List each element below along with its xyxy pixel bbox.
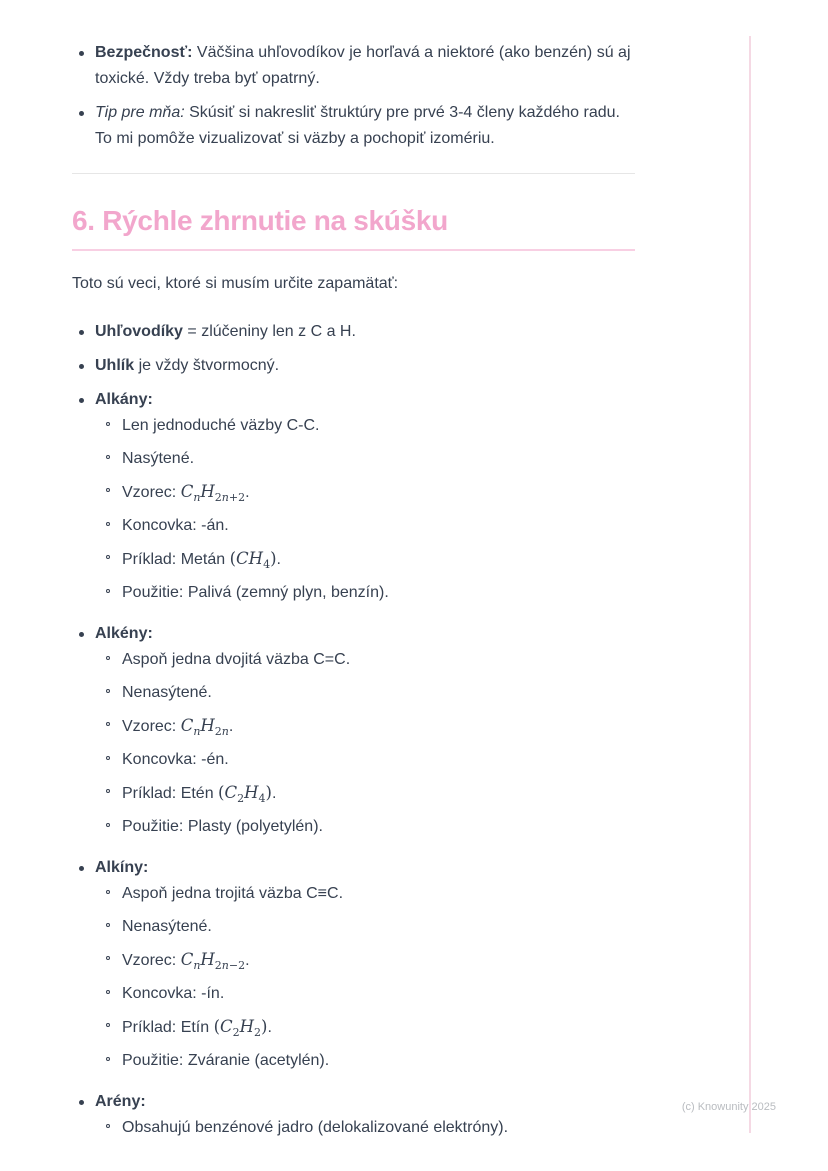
text-segment: Príklad: Etín [122, 1019, 214, 1036]
list-item-text [122, 680, 635, 706]
bullet-circle-icon [105, 546, 122, 573]
text-segment: ) [261, 1017, 268, 1036]
text-segment: Skúsiť si nakresliť štruktúry pre prvé 3-4 členy každého radu. To mi pomôže vizualizovať si väzby a pochopiť izomériu. [95, 104, 620, 147]
bullet-circle-icon [105, 1014, 122, 1041]
sub-list [105, 1115, 635, 1141]
text-segment: C [236, 549, 249, 568]
list-item-text [95, 1089, 635, 1148]
list-item [72, 621, 635, 847]
text-segment: Použitie: Plasty (polyetylén). [122, 818, 323, 835]
text-segment: . [228, 718, 234, 735]
footer-credit: (c) Knowunity 2025 [681, 1101, 776, 1113]
intro-list [72, 0, 635, 152]
bullet-circle-icon [105, 1048, 122, 1074]
list-item-text [122, 546, 635, 573]
bullet-disc-icon [72, 855, 95, 1081]
sub-list [105, 881, 635, 1074]
list-item [72, 100, 635, 152]
text-segment: . [271, 785, 277, 802]
bullet-circle-icon [105, 947, 122, 974]
section-intro: Toto sú veci, ktoré si musím určite zapamätať: [72, 275, 399, 292]
sub-list-item [105, 680, 635, 706]
bullet-circle-icon [105, 814, 122, 840]
text-segment: Uhľovodíky [95, 323, 183, 340]
text-segment: H [200, 716, 215, 735]
list-item-text [122, 446, 635, 472]
sub-list-item [105, 513, 635, 539]
list-item-text [122, 513, 635, 539]
text-segment: Vzorec: [122, 484, 181, 501]
text-segment: C [180, 716, 194, 735]
sub-list-item [105, 914, 635, 940]
text-segment: Príklad: Metán [122, 551, 230, 568]
text-segment: −2 [228, 959, 246, 973]
list-item [72, 353, 635, 379]
bullet-disc-icon [72, 387, 95, 613]
list-item-text [122, 814, 635, 840]
bullet-circle-icon [105, 580, 122, 606]
list-item-text [122, 713, 635, 740]
sub-list-item [105, 479, 635, 506]
bullet-circle-icon [105, 914, 122, 940]
list-item-text [95, 40, 635, 92]
text-segment: = zlúčeniny len z C a H. [182, 323, 356, 340]
list-item-text [122, 580, 635, 606]
text-segment: Aspoň jedna trojitá väzba C≡C. [122, 885, 344, 902]
text-segment: C [220, 1017, 233, 1036]
sub-list-item [105, 981, 635, 1007]
list-item-text [122, 1014, 635, 1041]
text-segment: Väčšina uhľovodíkov je horľavá a niektoré (ako benzén) sú aj toxické. Vždy treba byť opatrný. [95, 44, 631, 87]
section-heading: 6. Rýchle zhrnutie na skúšku [72, 204, 635, 251]
page-edge-line [749, 36, 751, 1133]
text-segment: Alkíny: [95, 859, 149, 876]
text-segment: +2 [228, 491, 246, 505]
list-item-text [122, 479, 635, 506]
text-segment: n [221, 725, 229, 739]
text-segment: H [200, 482, 215, 501]
sub-list-item [105, 713, 635, 740]
text-segment: Tip pre mňa: [95, 104, 185, 121]
text-segment: ) [265, 783, 272, 802]
text-segment: Použitie: Palivá (zemný plyn, benzín). [122, 584, 389, 601]
sub-list-item [105, 580, 635, 606]
sub-list [105, 413, 635, 606]
sub-list-item [105, 747, 635, 773]
text-segment: Nenasýtené. [122, 918, 212, 935]
list-item-text [122, 947, 635, 974]
bullet-circle-icon [105, 881, 122, 907]
list-item [72, 319, 635, 345]
text-segment: Vzorec: [122, 718, 181, 735]
bullet-circle-icon [105, 1115, 122, 1141]
text-segment: n [221, 491, 229, 505]
text-segment: Nenasýtené. [122, 684, 212, 701]
list-item [72, 387, 635, 613]
bullet-circle-icon [105, 647, 122, 673]
text-segment: C [224, 783, 238, 802]
text-segment: 2 [214, 491, 222, 505]
bullet-disc-icon [72, 100, 95, 152]
text-segment: ( [218, 783, 225, 802]
text-segment: Použitie: Zváranie (acetylén). [122, 1052, 330, 1069]
list-item-text [122, 981, 635, 1007]
text-segment: Obsahujú benzénové jadro (delokalizované elektróny). [122, 1119, 509, 1136]
sub-list-item [105, 546, 635, 573]
text-segment: je vždy štvormocný. [134, 357, 280, 374]
bullet-circle-icon [105, 446, 122, 472]
sub-list-item [105, 647, 635, 673]
text-segment: . [245, 484, 250, 501]
text-segment: Koncovka: -én. [122, 751, 229, 768]
text-segment: Len jednoduché väzby C-C. [122, 417, 320, 434]
list-item-text [95, 855, 635, 1081]
list-item-text [122, 780, 635, 807]
text-segment: H [244, 783, 259, 802]
bullet-disc-icon [72, 319, 95, 345]
text-segment: C [180, 950, 194, 969]
bullet-disc-icon [72, 621, 95, 847]
list-item-text [95, 100, 635, 152]
text-segment: ) [270, 549, 277, 568]
text-segment: H [200, 950, 215, 969]
bullet-disc-icon [72, 1089, 95, 1148]
text-segment: Príklad: Etén [122, 785, 219, 802]
bullet-circle-icon [105, 413, 122, 439]
sub-list-item [105, 413, 635, 439]
text-segment: Alkány: [95, 391, 153, 408]
bullet-circle-icon [105, 780, 122, 807]
list-item-text [95, 621, 635, 847]
sub-list-item [105, 1115, 635, 1141]
bullet-circle-icon [105, 981, 122, 1007]
text-segment: H [239, 1017, 255, 1036]
sub-list-item [105, 1014, 635, 1041]
list-item-text [95, 387, 635, 613]
bullet-disc-icon [72, 353, 95, 379]
list-item-text [95, 319, 635, 345]
text-segment: Bezpečnosť: [95, 44, 193, 61]
list-item-text [122, 881, 635, 907]
list-item [72, 855, 635, 1081]
list-item-text [122, 413, 635, 439]
sub-list [105, 647, 635, 840]
text-segment: Aspoň jedna dvojitá väzba C=C. [122, 651, 351, 668]
text-segment: 2 [254, 1026, 262, 1040]
bullet-circle-icon [105, 747, 122, 773]
text-segment: Koncovka: -ín. [122, 985, 225, 1002]
text-segment: n [193, 725, 201, 739]
text-segment: 2 [237, 792, 245, 806]
list-item [72, 1089, 635, 1148]
list-item-text [122, 647, 635, 673]
list-item-text [122, 747, 635, 773]
sub-list-item [105, 814, 635, 840]
bullet-disc-icon [72, 40, 95, 92]
text-segment: C [180, 482, 194, 501]
section-divider [72, 173, 635, 174]
sub-list-item [105, 780, 635, 807]
text-segment: Vzorec: [122, 952, 181, 969]
text-segment: Arény: [95, 1093, 146, 1110]
list-item-text [95, 353, 635, 379]
list-item [72, 40, 635, 92]
text-segment: Nasýtené. [122, 450, 195, 467]
bullet-circle-icon [105, 513, 122, 539]
text-segment: 2 [214, 725, 222, 739]
text-segment: 4 [258, 792, 266, 806]
list-item-text [122, 914, 635, 940]
text-segment: ( [213, 1017, 221, 1036]
bullet-circle-icon [105, 713, 122, 740]
text-segment: Uhlík [95, 357, 135, 374]
text-segment: 2 [232, 1026, 240, 1040]
bullet-circle-icon [105, 680, 122, 706]
sub-list-item [105, 947, 635, 974]
text-segment: 4 [263, 558, 271, 572]
text-segment: H [248, 549, 264, 568]
sub-list-item [105, 1048, 635, 1074]
text-segment: n [193, 491, 201, 505]
bullet-circle-icon [105, 479, 122, 506]
text-segment: . [245, 952, 250, 969]
list-item-text [122, 1048, 635, 1074]
text-segment: . [276, 551, 281, 568]
text-segment: 2 [214, 959, 222, 973]
summary-list [72, 319, 635, 1148]
list-item-text [122, 1115, 635, 1141]
text-segment: Alkény: [95, 625, 153, 642]
text-segment: ( [229, 549, 237, 568]
sub-list-item [105, 881, 635, 907]
text-segment: n [221, 959, 229, 973]
document-page [72, 0, 635, 1156]
sub-list-item [105, 446, 635, 472]
text-segment: Koncovka: -án. [122, 517, 229, 534]
text-segment: . [267, 1019, 272, 1036]
text-segment: n [193, 959, 201, 973]
